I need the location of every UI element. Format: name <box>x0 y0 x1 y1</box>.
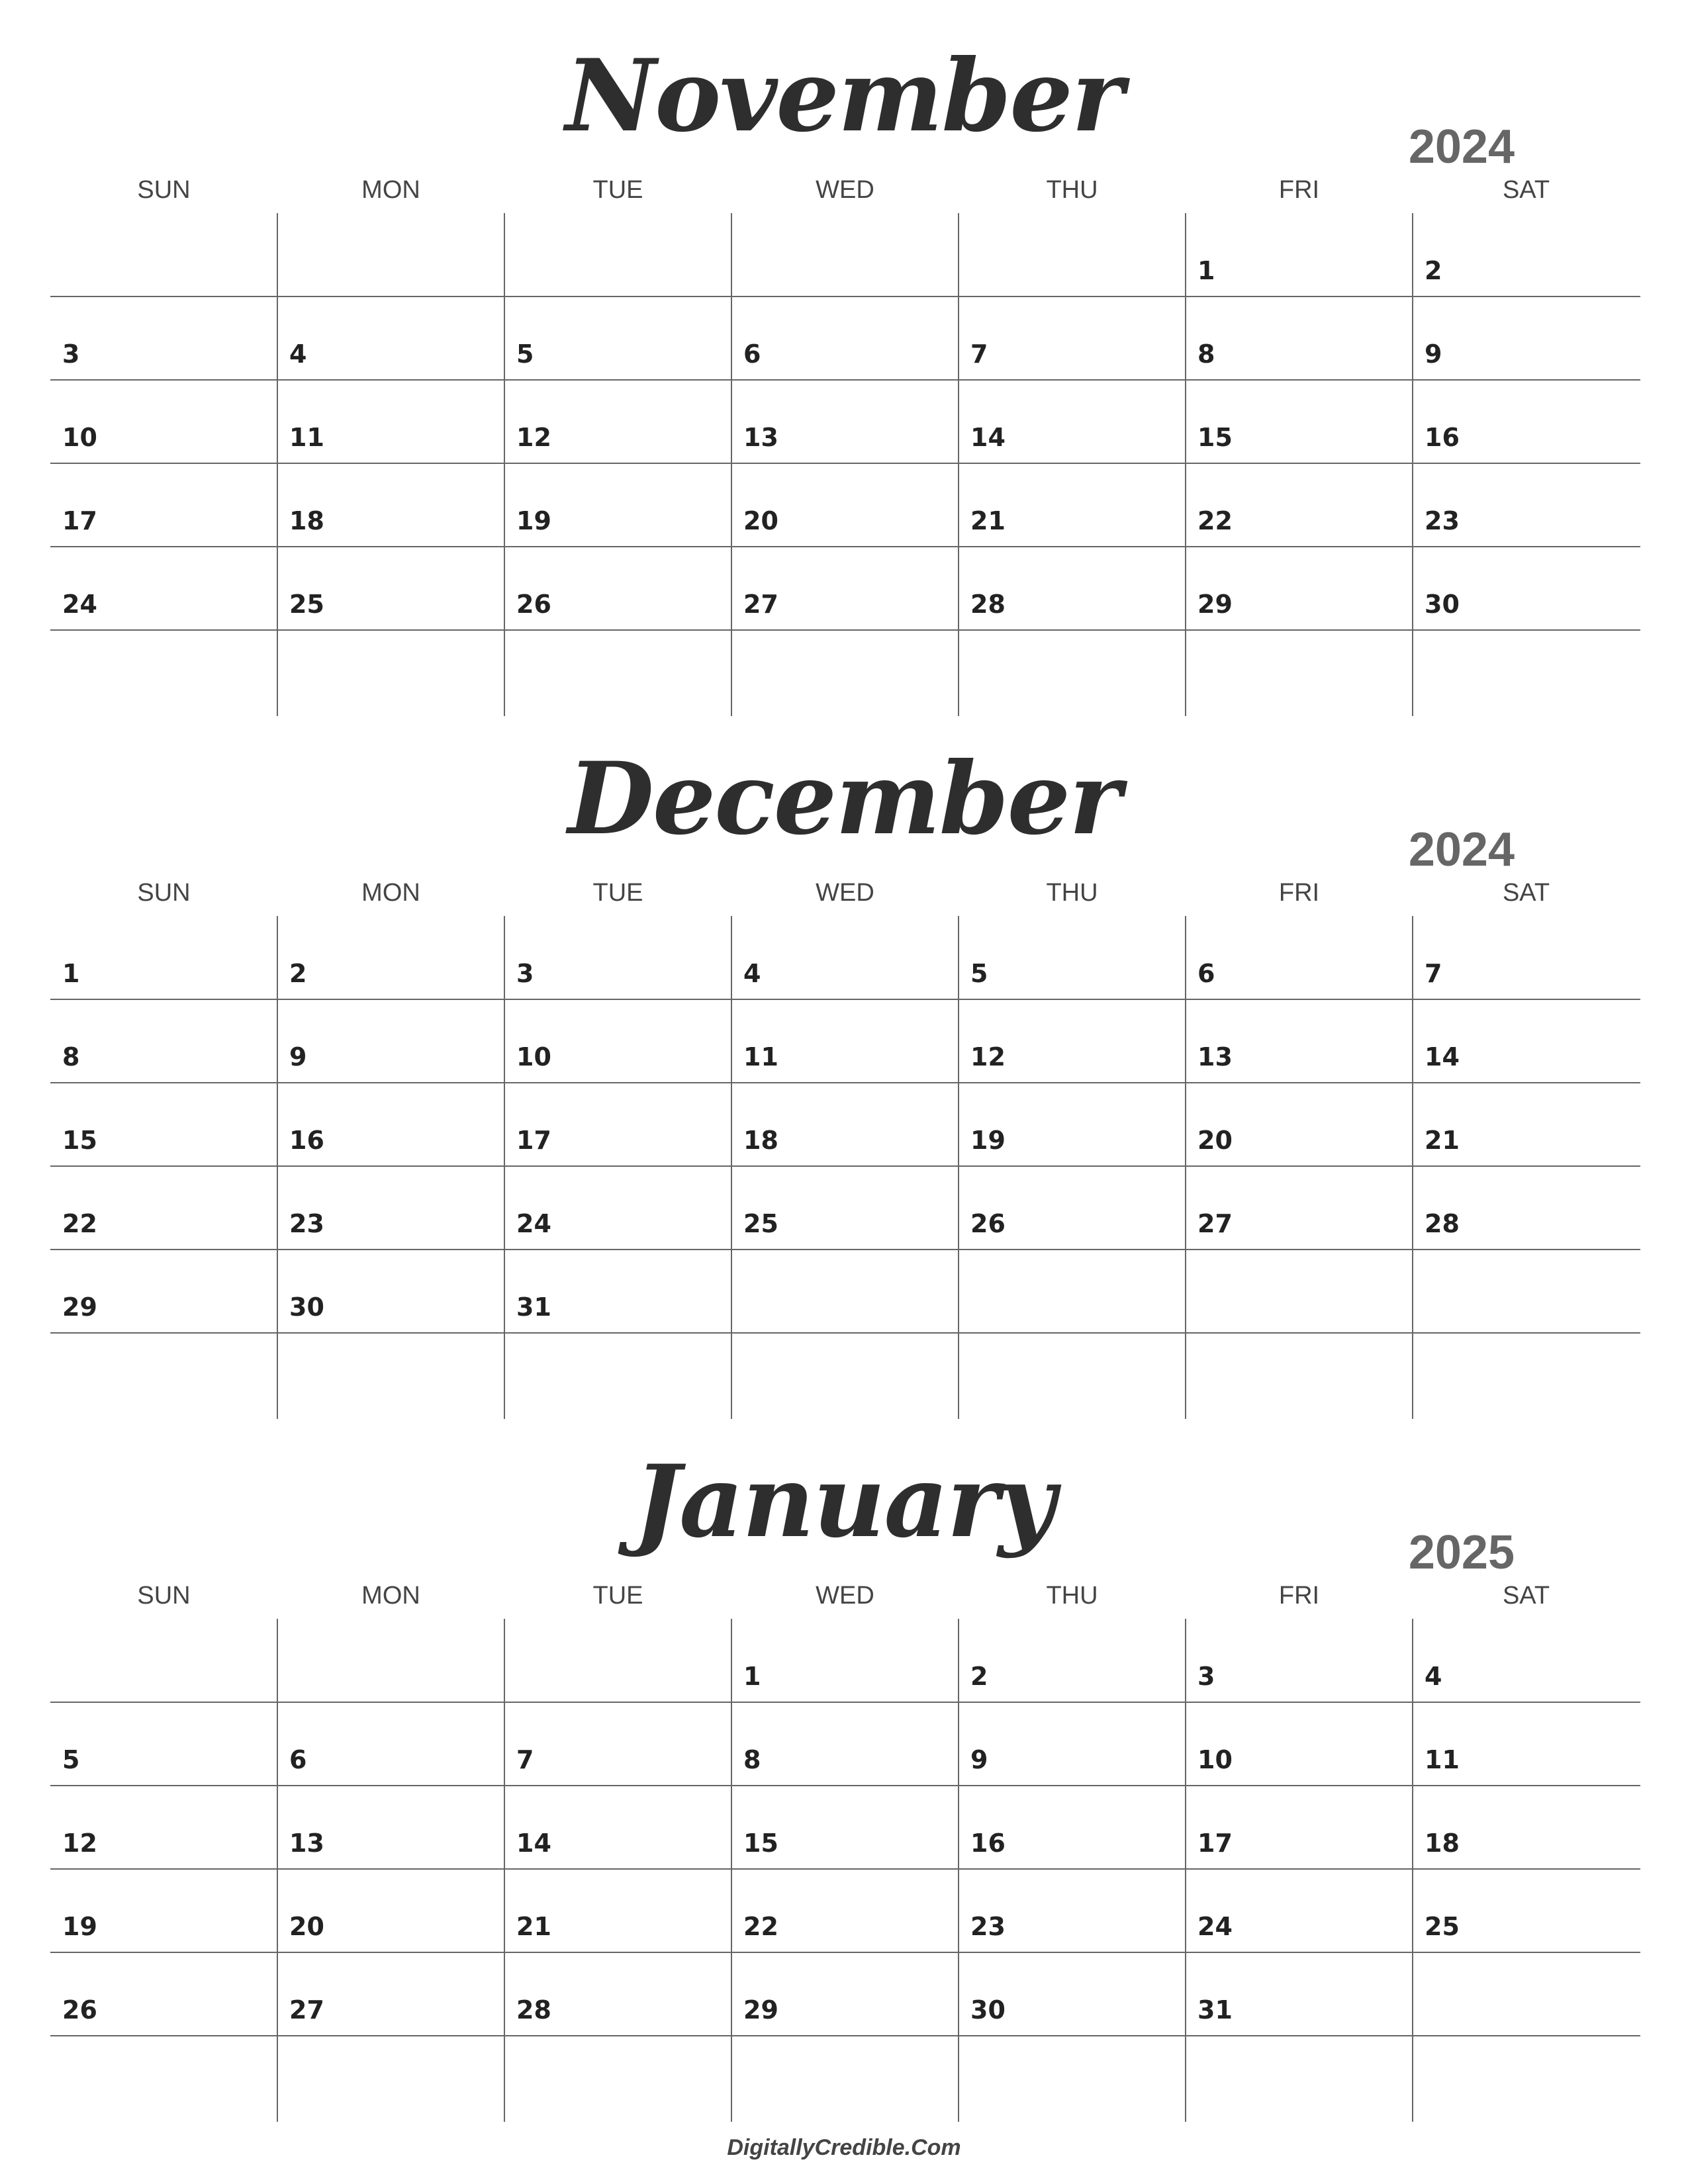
day-number: 3 <box>62 340 80 369</box>
day-cell <box>959 1702 1186 1786</box>
day-number: 25 <box>1425 1912 1460 1941</box>
day-cell <box>959 630 1186 713</box>
day-number: 20 <box>289 1912 324 1941</box>
month-title: January <box>633 1443 1055 1560</box>
day-number: 11 <box>1425 1745 1460 1774</box>
weekday-label: SUN <box>137 1582 191 1610</box>
day-number: 28 <box>516 1995 551 2025</box>
day-cell <box>959 1952 1186 2036</box>
day-number: 8 <box>743 1745 761 1774</box>
day-cell <box>1413 999 1640 1083</box>
year-label: 2025 <box>1408 1526 1515 1579</box>
day-number: 7 <box>1425 959 1442 988</box>
day-number: 1 <box>62 959 80 988</box>
day-cell <box>50 213 277 296</box>
day-cell <box>1413 1952 1640 2036</box>
day-cell <box>50 1702 277 1786</box>
day-cell <box>50 1250 277 1333</box>
day-cell <box>1413 1250 1640 1333</box>
day-number: 14 <box>516 1829 551 1858</box>
day-number: 16 <box>1425 423 1460 452</box>
day-number: 20 <box>1197 1126 1233 1155</box>
day-cell <box>959 1250 1186 1333</box>
day-cell <box>959 2036 1186 2119</box>
day-cell <box>731 213 959 296</box>
calendar-grid <box>50 916 1640 1419</box>
day-cell <box>504 1702 731 1786</box>
day-cell <box>731 916 959 999</box>
weekday-label: WED <box>816 176 874 204</box>
day-cell <box>504 1619 731 1702</box>
day-cell <box>959 213 1186 296</box>
day-number: 19 <box>516 506 551 535</box>
day-number: 23 <box>1425 506 1460 535</box>
day-cell <box>1186 1333 1413 1416</box>
day-number: 14 <box>1425 1042 1460 1071</box>
day-cell <box>504 1083 731 1166</box>
weekday-label: SUN <box>137 879 191 907</box>
day-cell <box>731 547 959 630</box>
day-cell <box>50 999 277 1083</box>
weekday-label: FRI <box>1278 1582 1320 1610</box>
day-number: 29 <box>1197 590 1233 619</box>
day-number: 6 <box>743 340 761 369</box>
day-cell <box>959 380 1186 463</box>
day-cell <box>959 916 1186 999</box>
day-number: 9 <box>1425 340 1442 369</box>
day-cell <box>1186 547 1413 630</box>
day-number: 21 <box>1425 1126 1460 1155</box>
day-cell <box>277 916 504 999</box>
day-cell <box>731 999 959 1083</box>
day-number: 15 <box>62 1126 97 1155</box>
day-cell <box>731 1333 959 1416</box>
day-number: 21 <box>516 1912 551 1941</box>
day-cell <box>504 296 731 380</box>
day-number: 9 <box>289 1042 307 1071</box>
day-cell <box>731 1869 959 1952</box>
day-number: 11 <box>743 1042 778 1071</box>
day-cell <box>959 296 1186 380</box>
day-cell <box>504 1952 731 2036</box>
day-number: 2 <box>289 959 307 988</box>
day-cell <box>504 380 731 463</box>
day-number: 26 <box>516 590 551 619</box>
year-label: 2024 <box>1408 823 1515 876</box>
day-cell <box>50 1083 277 1166</box>
day-number: 22 <box>743 1912 778 1941</box>
month-title: November <box>565 38 1123 154</box>
day-number: 1 <box>1197 256 1215 285</box>
day-cell <box>959 1333 1186 1416</box>
day-cell <box>504 2036 731 2119</box>
day-cell <box>504 463 731 547</box>
day-cell <box>1186 1952 1413 2036</box>
day-cell <box>277 380 504 463</box>
day-cell <box>504 1333 731 1416</box>
day-number: 10 <box>516 1042 551 1071</box>
day-cell <box>277 1702 504 1786</box>
day-number: 13 <box>289 1829 324 1858</box>
day-number: 6 <box>1197 959 1215 988</box>
day-cell <box>731 1083 959 1166</box>
day-number: 2 <box>970 1662 988 1691</box>
day-cell <box>731 1786 959 1869</box>
day-cell <box>1413 463 1640 547</box>
day-cell <box>731 1702 959 1786</box>
day-number: 26 <box>970 1209 1006 1238</box>
day-cell <box>50 1619 277 1702</box>
day-cell <box>731 2036 959 2119</box>
day-cell <box>50 1786 277 1869</box>
day-cell <box>1413 1869 1640 1952</box>
month-block-january <box>0 1406 1688 2107</box>
day-number: 4 <box>289 340 307 369</box>
day-number: 4 <box>1425 1662 1442 1691</box>
day-cell <box>731 1166 959 1250</box>
day-cell <box>1413 916 1640 999</box>
day-cell <box>1413 1083 1640 1166</box>
day-number: 7 <box>516 1745 534 1774</box>
day-cell <box>1413 213 1640 296</box>
day-number: 12 <box>62 1829 97 1858</box>
day-number: 5 <box>62 1745 80 1774</box>
day-number: 15 <box>743 1829 778 1858</box>
day-number: 9 <box>970 1745 988 1774</box>
day-number: 23 <box>970 1912 1006 1941</box>
day-cell <box>1413 630 1640 713</box>
day-number: 15 <box>1197 423 1233 452</box>
day-number: 20 <box>743 506 778 535</box>
day-cell <box>731 1619 959 1702</box>
day-cell <box>959 463 1186 547</box>
calendar-grid <box>50 1619 1640 2122</box>
day-number: 27 <box>1197 1209 1233 1238</box>
day-number: 29 <box>743 1995 778 2025</box>
day-cell <box>731 1952 959 2036</box>
day-number: 31 <box>1197 1995 1233 2025</box>
day-cell <box>277 463 504 547</box>
day-number: 10 <box>62 423 97 452</box>
day-number: 12 <box>516 423 551 452</box>
day-number: 2 <box>1425 256 1442 285</box>
day-cell <box>277 630 504 713</box>
day-number: 16 <box>289 1126 324 1155</box>
weekday-label: FRI <box>1278 176 1320 204</box>
year-label: 2024 <box>1408 120 1515 173</box>
day-cell <box>1186 296 1413 380</box>
weekday-label: MON <box>361 1582 420 1610</box>
day-cell <box>731 630 959 713</box>
day-number: 18 <box>289 506 324 535</box>
day-cell <box>959 1869 1186 1952</box>
day-cell <box>277 296 504 380</box>
day-cell <box>1186 1619 1413 1702</box>
weekday-label: FRI <box>1278 879 1320 907</box>
month-title: December <box>567 741 1121 857</box>
day-cell <box>277 1952 504 2036</box>
weekday-label: MON <box>361 879 420 907</box>
weekday-label: THU <box>1046 879 1098 907</box>
day-cell <box>1186 1166 1413 1250</box>
day-cell <box>1186 630 1413 713</box>
day-number: 12 <box>970 1042 1006 1071</box>
day-number: 24 <box>516 1209 551 1238</box>
day-number: 19 <box>62 1912 97 1941</box>
day-cell <box>277 1619 504 1702</box>
day-cell <box>1413 1333 1640 1416</box>
day-number: 5 <box>516 340 534 369</box>
day-number: 16 <box>970 1829 1006 1858</box>
day-cell <box>50 380 277 463</box>
day-cell <box>50 1869 277 1952</box>
day-cell <box>277 547 504 630</box>
weekday-label: THU <box>1046 176 1098 204</box>
day-cell <box>504 630 731 713</box>
day-number: 18 <box>1425 1829 1460 1858</box>
day-number: 21 <box>970 506 1006 535</box>
day-number: 1 <box>743 1662 761 1691</box>
day-cell <box>1186 463 1413 547</box>
calendar-grid <box>50 213 1640 716</box>
day-cell <box>277 999 504 1083</box>
day-cell <box>50 1333 277 1416</box>
day-number: 24 <box>62 590 97 619</box>
day-cell <box>277 213 504 296</box>
weekday-label: WED <box>816 1582 874 1610</box>
day-cell <box>959 1619 1186 1702</box>
day-cell <box>1413 1786 1640 1869</box>
day-cell <box>277 1166 504 1250</box>
day-cell <box>1186 380 1413 463</box>
day-cell <box>50 547 277 630</box>
day-number: 27 <box>743 590 778 619</box>
day-cell <box>1413 547 1640 630</box>
day-number: 22 <box>1197 506 1233 535</box>
day-cell <box>1413 1702 1640 1786</box>
day-number: 11 <box>289 423 324 452</box>
day-cell <box>504 547 731 630</box>
day-cell <box>1413 296 1640 380</box>
day-number: 19 <box>970 1126 1006 1155</box>
day-number: 4 <box>743 959 761 988</box>
day-number: 25 <box>289 590 324 619</box>
weekday-label: TUE <box>592 879 643 907</box>
day-cell <box>959 1083 1186 1166</box>
day-number: 14 <box>970 423 1006 452</box>
day-cell <box>50 1952 277 2036</box>
day-cell <box>1186 1083 1413 1166</box>
day-number: 27 <box>289 1995 324 2025</box>
day-cell <box>50 296 277 380</box>
day-number: 7 <box>970 340 988 369</box>
day-number: 17 <box>1197 1829 1233 1858</box>
day-number: 25 <box>743 1209 778 1238</box>
weekday-label: THU <box>1046 1582 1098 1610</box>
day-number: 3 <box>516 959 534 988</box>
day-cell <box>277 2036 504 2119</box>
day-number: 8 <box>62 1042 80 1071</box>
day-cell <box>50 463 277 547</box>
day-number: 3 <box>1197 1662 1215 1691</box>
day-number: 22 <box>62 1209 97 1238</box>
weekday-label: SAT <box>1502 176 1550 204</box>
day-cell <box>1186 1786 1413 1869</box>
day-cell <box>277 1333 504 1416</box>
day-cell <box>1186 1702 1413 1786</box>
day-number: 18 <box>743 1126 778 1155</box>
day-cell <box>1186 213 1413 296</box>
day-number: 26 <box>62 1995 97 2025</box>
day-cell <box>959 547 1186 630</box>
weekday-label: TUE <box>592 1582 643 1610</box>
day-cell <box>1186 1250 1413 1333</box>
day-number: 5 <box>970 959 988 988</box>
day-cell <box>504 916 731 999</box>
day-number: 10 <box>1197 1745 1233 1774</box>
day-cell <box>50 1166 277 1250</box>
day-number: 13 <box>743 423 778 452</box>
day-cell <box>277 1250 504 1333</box>
footer-brand: DigitallyCredible.Com <box>727 2135 961 2160</box>
day-cell <box>277 1786 504 1869</box>
day-cell <box>504 1869 731 1952</box>
day-cell <box>731 296 959 380</box>
day-number: 28 <box>970 590 1006 619</box>
day-cell <box>50 2036 277 2119</box>
day-cell <box>959 1166 1186 1250</box>
day-cell <box>277 1869 504 1952</box>
day-number: 30 <box>1425 590 1460 619</box>
day-cell <box>1413 1619 1640 1702</box>
day-cell <box>731 1250 959 1333</box>
day-number: 31 <box>516 1293 551 1322</box>
day-cell <box>959 999 1186 1083</box>
day-number: 28 <box>1425 1209 1460 1238</box>
day-number: 17 <box>62 506 97 535</box>
weekday-label: SAT <box>1502 879 1550 907</box>
day-number: 13 <box>1197 1042 1233 1071</box>
day-cell <box>504 213 731 296</box>
day-number: 6 <box>289 1745 307 1774</box>
day-number: 17 <box>516 1126 551 1155</box>
day-cell <box>504 999 731 1083</box>
day-cell <box>504 1166 731 1250</box>
weekday-label: TUE <box>592 176 643 204</box>
day-number: 30 <box>289 1293 324 1322</box>
month-block-november <box>0 0 1688 702</box>
day-cell <box>504 1250 731 1333</box>
day-number: 29 <box>62 1293 97 1322</box>
day-cell <box>50 630 277 713</box>
day-number: 30 <box>970 1995 1006 2025</box>
weekday-label: MON <box>361 176 420 204</box>
day-cell <box>731 380 959 463</box>
day-cell <box>1413 380 1640 463</box>
day-cell <box>504 1786 731 1869</box>
weekday-label: SUN <box>137 176 191 204</box>
day-cell <box>731 463 959 547</box>
day-cell <box>1413 2036 1640 2119</box>
day-cell <box>1186 2036 1413 2119</box>
day-cell <box>1186 999 1413 1083</box>
day-cell <box>1413 1166 1640 1250</box>
month-block-december <box>0 703 1688 1404</box>
day-cell <box>1186 1869 1413 1952</box>
day-cell <box>1186 916 1413 999</box>
day-number: 24 <box>1197 1912 1233 1941</box>
day-cell <box>959 1786 1186 1869</box>
day-cell <box>277 1083 504 1166</box>
weekday-label: SAT <box>1502 1582 1550 1610</box>
day-number: 8 <box>1197 340 1215 369</box>
day-cell <box>50 916 277 999</box>
day-number: 23 <box>289 1209 324 1238</box>
weekday-label: WED <box>816 879 874 907</box>
